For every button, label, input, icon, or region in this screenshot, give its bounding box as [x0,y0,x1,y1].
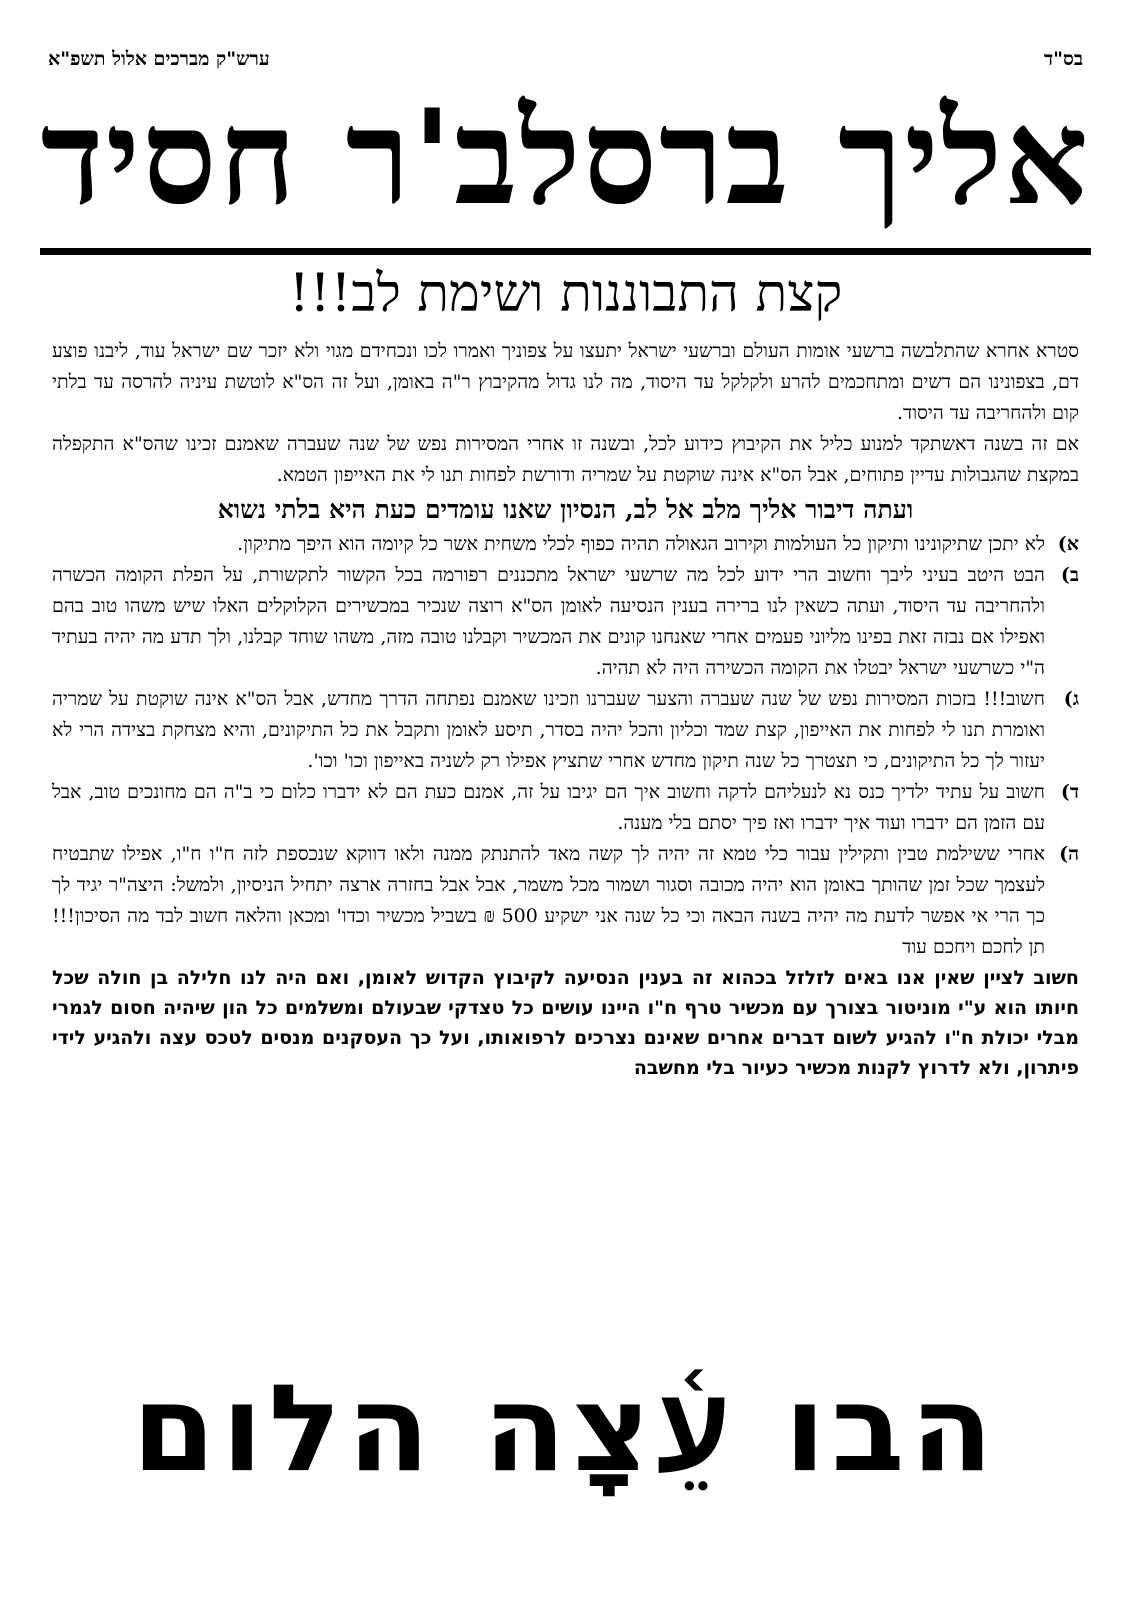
masthead-title: אליך ברסלב'ר חסיד [40,80,1091,234]
issue-date: ערש"ק מברכים אלול תשפ"א [48,48,270,70]
list-item-text: חשוב על עתיד ילדיך כנס נא לנעליהם לדקה וחשוב איך הם יגיבו על זה, אמנם כעת הם לא ידברו כלום כי ב"ה הם מחונכים טוב, אבל עם הזמן הם ידברו ועוד איך ידברו ואז פיך יסתם בלי מענה. [52,781,1045,834]
title-divider [40,248,1091,255]
top-line [48,48,1083,76]
list-item [52,529,1079,560]
list-item [52,560,1079,684]
subtitle: קצת התבוננות ושימת לב!!! [288,264,843,324]
list-item-text: לא יתכן שתיקונינו ותיקון כל העולמות וקירוב הגאולה תהיה כפוף לכלי משחית אשר כל קיומה הוא היפך מתיקון. [237,533,1045,555]
list-marker: ג) [1063,688,1079,710]
bsd-mark: בס"ד [1043,48,1083,70]
list-item [52,839,1079,963]
list-marker: ב) [1060,564,1079,586]
intro-paragraph: סטרא אחרא שהתלבשה ברשעי אומות העולם וברשעי ישראל יתעצו על צפוניך ואמרו לכו ונכחידם מגוי ולא יזכר שם ישראל עוד, ליבנו פוצע דם, בצפונינו הם דשים ומתחכמים להרע ולקלקל עד היסוד, מה לנו גדול מהקיבוץ ר"ה באומן, ועל זה הס"א לוטשת עיניה להרסה עד בלתי קום ולהחריבה עד היסוד. [52,340,1079,424]
list-marker: ה) [1059,843,1079,865]
list-item-text: הבט היטב בעיני ליבך וחשוב הרי ידוע לכל מה שרשעי ישראל מתכננים רפורמה בכל הקשור לתקשורת, על הפלת הקומה הכשרה ולהחריבה עד היסוד, ועתה כשאין לנו ברירה בענין הנסיעה לאומן הס"א רוצה שנכיר במכשירים הקלוקלים האלו שיש משהו טוב בהם ואפילו אם נבזה זאת בפינו מליוני פעמים אחרי שאנחנו קונים את המכשיר וקבלנו טובה מזה, משהו שוחד קבלנו, ולך תדע מה יהיה בעתיד ה"י כשרשעי ישראל יבטלו את הקומה הכשירה היה לא תהיה. [52,564,1045,679]
list-marker: ד) [1060,781,1079,803]
footer-slogan: הבו עֵ֫צָה הלום [131,1360,1000,1499]
article-body [52,336,1079,1083]
list-item-text: חשוב!!! בזכות המסירות נפש של שנה שעברה והצער שעברנו וזכינו שאמנם נפתחה הדרך מחדש, אבל הס"א אינה שוקטת על שמריה ואומרת תנו לי לפחות את האייפון, קצת שמד וכליון והכל יהיה בסדר, תיסע לאומן ותקבל את כל התיקונים, והיא מצחקת בצידה הרי לא יעזור לך כל התיקונים, כי תצטרך כל שנה תיקון מחדש אחרי שתציץ אפילו רק לשניה באייפון וכו' וכו'. [52,688,1045,772]
list-item-text: אחרי ששילמת טבין ותקילין עבור כלי טמא זה יהיה לך קשה מאד להתנתק ממנה ולאו דווקא שנכספת לזה ח"ו ח"ו, אפילו שתבטיח לעצמך שכל זמן שהותך באומן הוא יהיה מכובה וסגור ושמור מכל משמר, אבל אבל בחזרה ארצה יתחיל הניסיון, ולמשל: היצה"ר יגיד לך כך הרי אי אפשר לדעת מה יהיה בשנה הבאה וכי כל שנה אני ישקיע 500 ₪ בשביל מכשיר וכדו' ומכאן והלאה חשוב לבד מה הסיכון!!! תן לחכם ויחכם עוד [52,843,1046,958]
intro-paragraph: אם זה בשנה דאשתקד למנוע כליל את הקיבוץ כידוע לכל, ובשנה זו אחרי המסירות נפש של שנה שעברה שאמנם זכינו שהס"א התקפלה במקצת שהגבולות עדיין פתוחים, אבל הס"א אינה שוקטת על שמריה ודורשת לפחות תנו לי את האייפון הטמא. [52,433,1079,486]
section-heading: ועתה דיבור אליך מלב אל לב, הנסיון שאנו עומדים כעת היא בלתי נשוא [217,495,914,524]
list-marker: א) [1057,533,1079,555]
list-item [52,777,1079,839]
list-item [52,684,1079,777]
closing-notice: חשוב לציין שאין אנו באים לזלזל בכהוא זה בענין הנסיעה לקיבוץ הקדוש לאומן, ואם היה לנו חלילה בן חולה שכל חיותו הוא ע"י מוניטור בצורך עם מכשיר טרף ח"ו היינו עושים כל טצדקי שבעולם ומשלמים כל הון שיהיה חסום לגמרי מבלי יכולת ח"ו להגיע לשום דברים אחרים שאינם נצרכים לרפואותו, ועל כך העסקנים מנסים לטכס עצה ולהגיע לידי פיתרון, ולא לדרוץ לקנות מכשיר כעיור בלי מחשבה [52,967,1079,1079]
